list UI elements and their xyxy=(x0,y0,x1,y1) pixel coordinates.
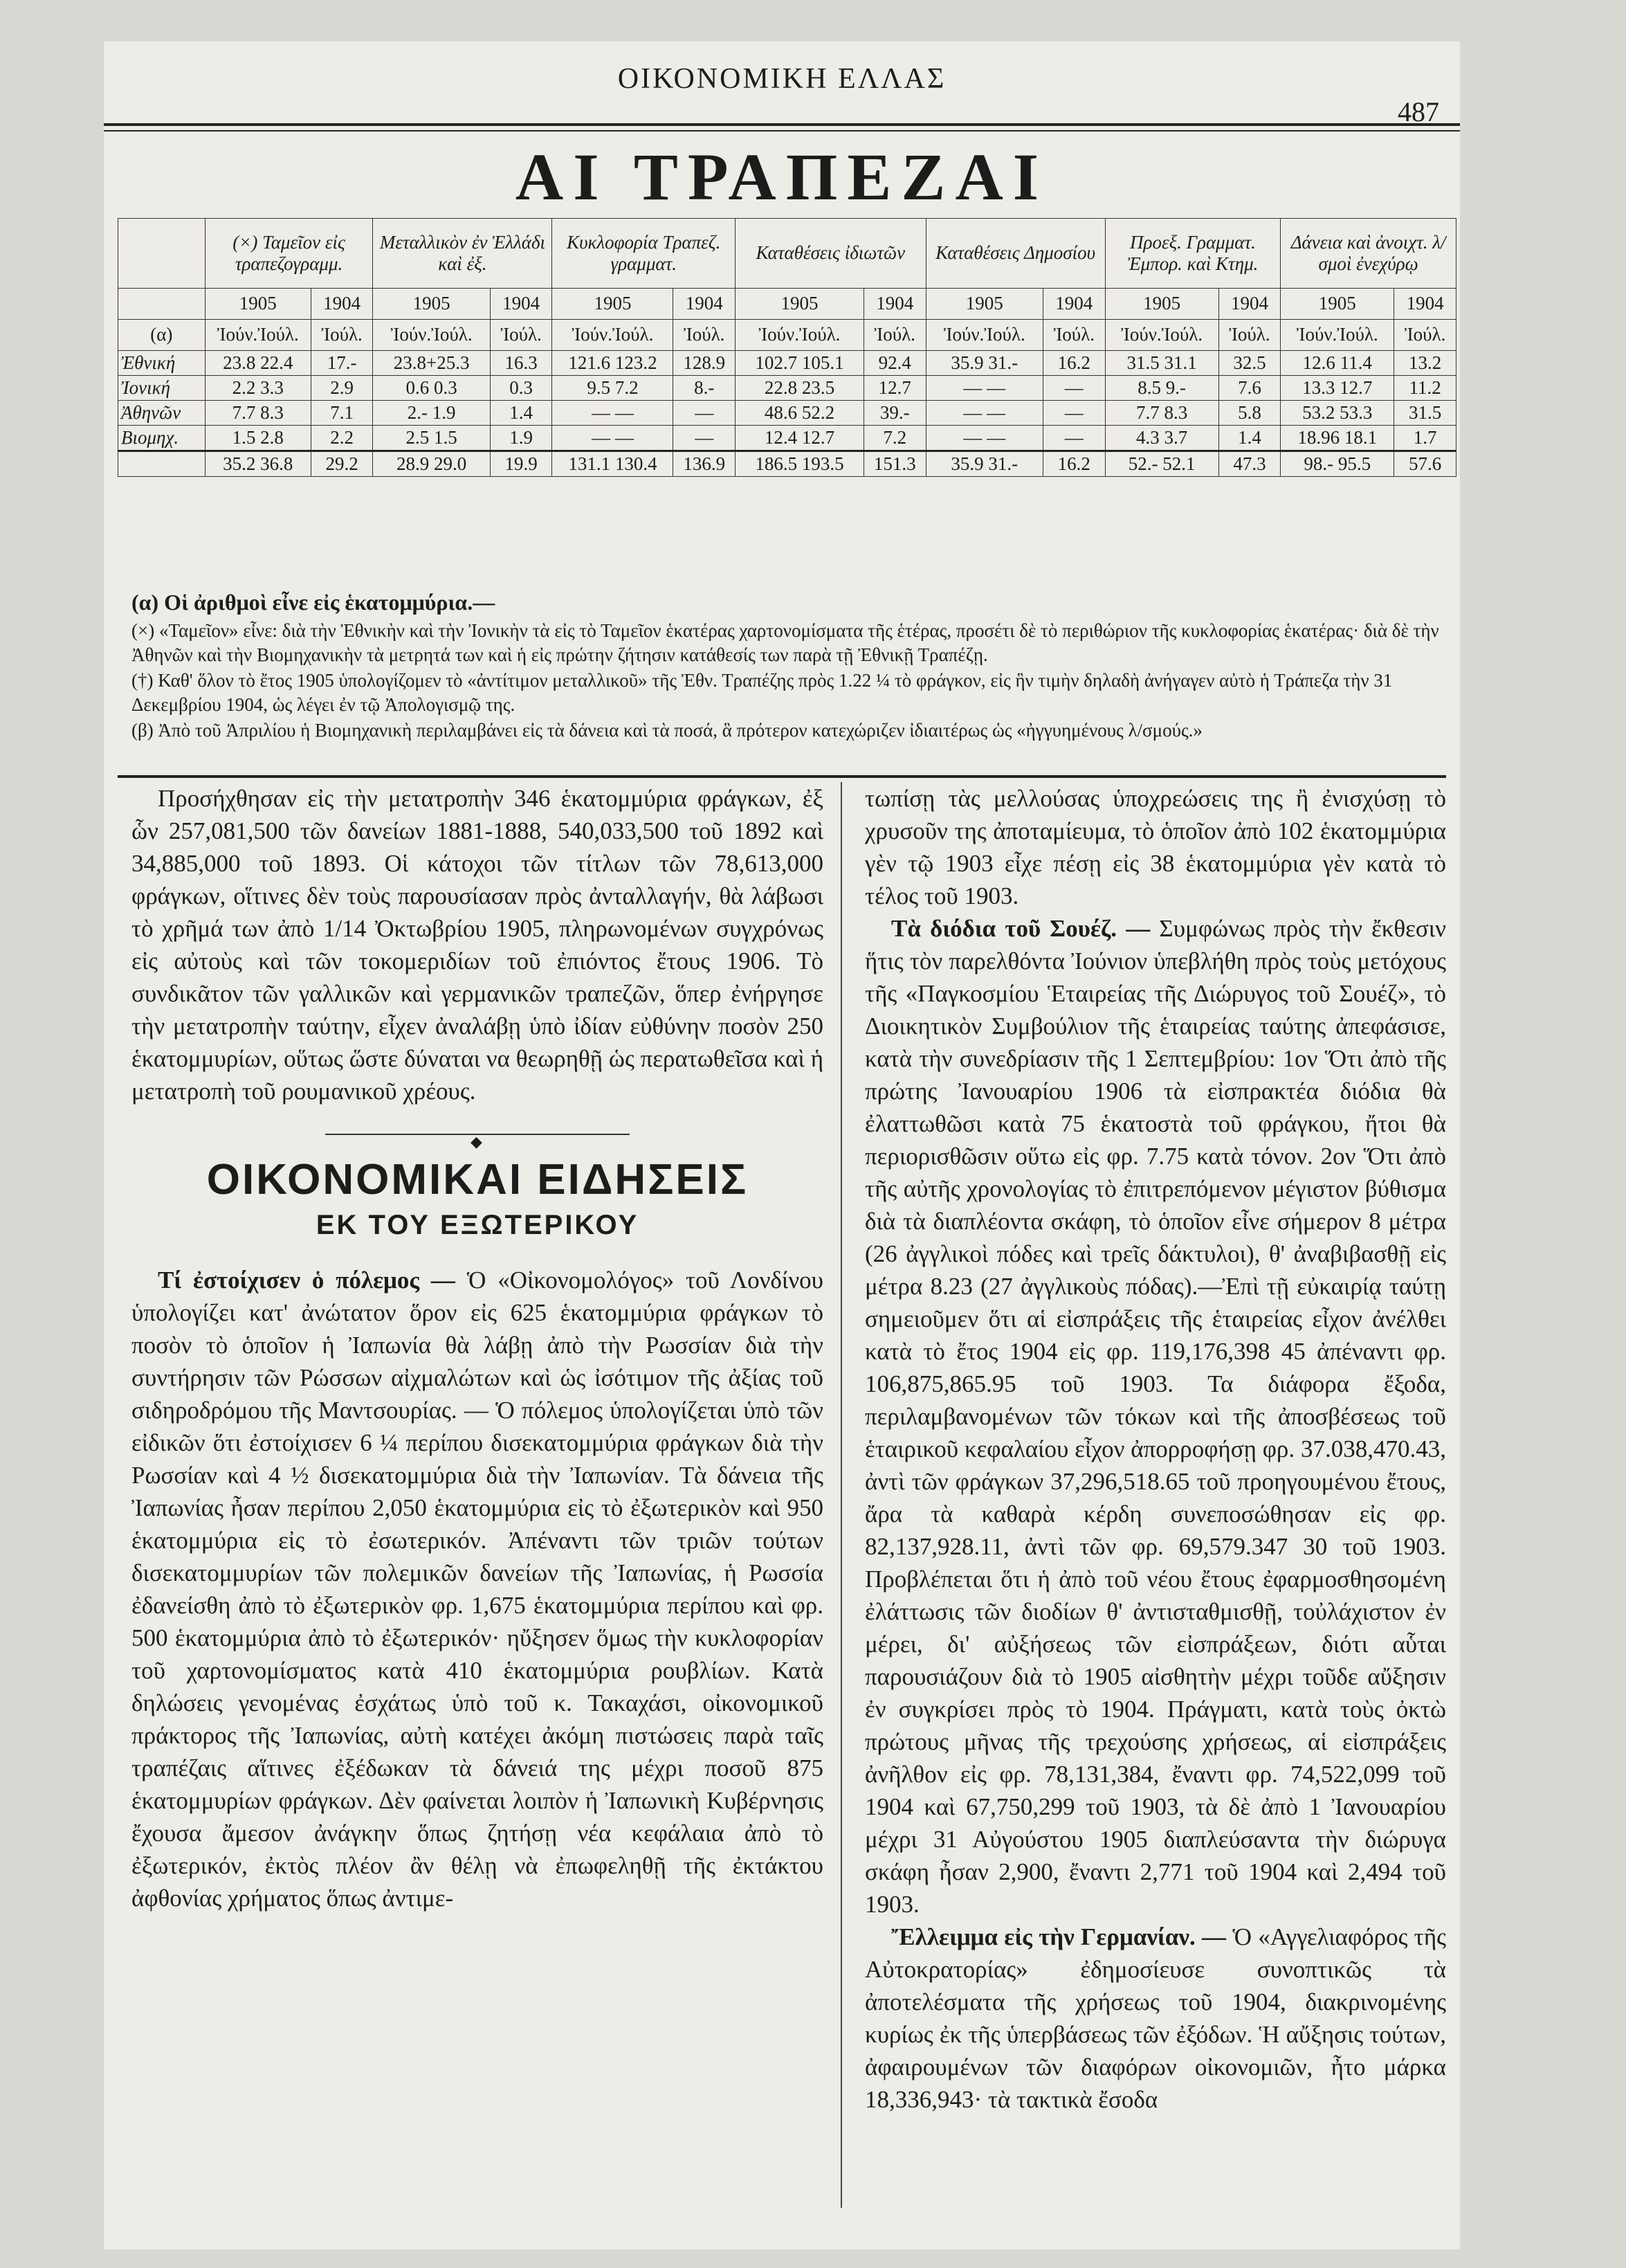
year-cell: 1904 xyxy=(864,289,926,320)
month-cell: Ἰούν.Ἰούλ. xyxy=(552,320,673,351)
table-cell: 0.6 0.3 xyxy=(373,376,490,401)
table-cell: 92.4 xyxy=(864,351,926,376)
year-cell: 1905 xyxy=(205,289,311,320)
total-cell: 52.- 52.1 xyxy=(1105,451,1218,477)
table-cell: 35.9 31.- xyxy=(926,351,1043,376)
bank-name: Ἰονική xyxy=(118,376,205,401)
article-body: Συμφώνως πρὸς τὴν ἔκθεσιν ἥτις τὸν παρελθόντα Ἰούνιον ὑπεβλήθη πρὸς τοὺς μετόχους τῆς «Παγκοσμίου Ἑταιρείας τῆς Διώρυγος τοῦ Σουέζ», τὸ Διοικητικὸν Συμβούλιον τῆς ἑταιρείας ταύτης ἀπεφάσισε, κατὰ τὴν συνεδρίασιν τῆς 1 Σεπτεμβρίου: 1ον Ὅτι ἀπὸ τῆς πρώτης Ἰανουαρίου 1906 τὰ εἰσπρακτέα διόδια θὰ ἐλαττωθῶσι κατὰ 75 ἑκατοστὰ τοῦ φράγκου, ἤτοι θὰ περιορισθῶσιν οὕτω εἰς φρ. 7.75 κατὰ τόνον. 2ον Ὅτι ἀπὸ τῆς αὐτῆς χρονολογίας τὸ ἐπιτρεπόμενον μέγιστον βύθισμα διὰ τὰ διαπλέοντα σκάφη, τὸ ὁποῖον εἶνε σήμερον 8 μέτρα (26 ἀγγλικοὶ πόδες καὶ τρεῖς δάκτυλοι), θ' ἀναβιβασθῇ εἰς μέτρα 8.23 (27 ἀγγλικοὺς πόδας).—Ἐπὶ τῇ εὐκαιρίᾳ ταύτῃ σημειοῦμεν ὅτι αἱ εἰσπράξεις τῆς ἑταιρείας εἶχον ἀνέλθει κατὰ τὸ ἔτος 1904 εἰς φρ. 119,176,398 45 ἀπέναντι φρ. 106,875,865.95 τοῦ 1903. Τα διάφορα ἔξοδα, περιλαμβανομένων τῶν τόκων καὶ τῆς ἀποσβέσεως τοῦ ἑταιρικοῦ κεφαλαίου εἶχον ἀπορροφήσῃ φρ. 37.038,470.43, ἀντὶ τῶν φράγκων 37,296,518.65 τοῦ προηγουμένου ἔτους, ἄρα τὰ καθαρὰ κέρδη συνεποσώθησαν εἰς φρ. 82,137,928.11, ἀντὶ τῶν φρ. 69,579.347 30 τοῦ 1903. Προβλέπεται ὅτι ἡ ἀπὸ τοῦ νέου ἔτους ἐφαρμοσθησομένη ἐλάττωσις τῶν διοδίων θ' ἀντισταθμισθῇ, τοὐλάχιστον ἐν μέρει, δι' αὐξήσεως τῶν εἰσπράξεων, διότι αὗται παρουσιάζουν διὰ τὸ 1905 αἰσθητὴν μέχρι τοῦδε αὔξησιν ἐν συγκρίσει πρὸς τὸ 1904. Πράγματι, κατὰ τοὺς ὀκτὼ πρώτους μῆνας τῆς τρεχούσης χρήσεως, αἱ εἰσπράξεις ἀνῆλθον εἰς φρ. 78,131,384, ἔναντι φρ. 74,522,099 τοῦ 1904 καὶ 67,750,299 τοῦ 1903, τὰ δὲ ἀπὸ 1 Ἰανουαρίου μέχρι 31 Αὐγούστου 1905 διαπλεύσαντα τὴν διώρυγα σκάφη ἦσαν 2,900, ἔναντι 2,771 τοῦ 1904 καὶ 2,494 τοῦ 1903. xyxy=(865,915,1446,1918)
table-cell: — xyxy=(1043,401,1105,426)
table-cell: 53.2 53.3 xyxy=(1281,401,1394,426)
corner-cell xyxy=(118,219,205,289)
total-cell: 29.2 xyxy=(311,451,373,477)
month-cell: Ἰούν.Ἰούλ. xyxy=(1281,320,1394,351)
total-cell: 35.2 36.8 xyxy=(205,451,311,477)
total-row xyxy=(118,451,1456,477)
year-cell: 1904 xyxy=(673,289,736,320)
journal-page xyxy=(104,42,1460,2249)
table-cell: 16.3 xyxy=(490,351,552,376)
table-cell: 5.8 xyxy=(1218,401,1281,426)
table-group-header xyxy=(118,219,1456,289)
table-cell: 39.- xyxy=(864,401,926,426)
table-cell: 7.2 xyxy=(864,426,926,451)
table-month-header xyxy=(118,320,1456,351)
bank-name: Ἀθηνῶν xyxy=(118,401,205,426)
table-cell: 2.- 1.9 xyxy=(373,401,490,426)
table-body xyxy=(118,351,1456,477)
total-label xyxy=(118,451,205,477)
running-title: ΟΙΚΟΝΟΜΙΚΗ ΕΛΛΑΣ xyxy=(617,63,947,95)
article-body: Ὁ «Αγγελιαφόρος τῆς Αὐτοκρατορίας» ἐδημοσίευσε συνοπτικῶς τὰ ἀποτελέσματα τῆς χρήσεως τοῦ 1904, διακρινομένης κυρίως ἐκ τῆς ὑπερβάσεως τῶν ἐξόδων. Ἡ αὔξησις τούτων, ἀφαιρουμένων τῶν διαφόρων οἰκονομιῶν, ἦτο μάρκα 18,336,943· τὰ τακτικὰ ἔσοδα xyxy=(865,1923,1446,2113)
month-cell: Ἰούλ. xyxy=(1043,320,1105,351)
month-cell: Ἰούλ. xyxy=(1394,320,1456,351)
column-group: Καταθέσεις Δημοσίου xyxy=(926,219,1105,289)
year-cell: 1904 xyxy=(1218,289,1281,320)
ornament-rule xyxy=(325,1133,630,1150)
article-head: Τὰ διόδια τοῦ Σουέζ. — xyxy=(891,915,1151,942)
corner-cell xyxy=(118,289,205,320)
year-cell: 1905 xyxy=(1281,289,1394,320)
table-cell: 1.7 xyxy=(1394,426,1456,451)
table-cell: 1.4 xyxy=(1218,426,1281,451)
table-cell: 102.7 105.1 xyxy=(736,351,864,376)
paragraph xyxy=(865,912,1446,1921)
column-group: Κυκλοφορία Τραπεζ. γραμματ. xyxy=(552,219,736,289)
month-cell: Ἰούν.Ἰούλ. xyxy=(736,320,864,351)
month-cell: Ἰούν.Ἰούλ. xyxy=(926,320,1043,351)
total-cell: 186.5 193.5 xyxy=(736,451,864,477)
table-year-header xyxy=(118,289,1456,320)
note-b: (β) Ἀπὸ τοῦ Ἀπριλίου ἡ Βιομηχανικὴ περιλαμβάνει εἰς τὰ δάνεια καὶ τὰ ποσά, ἃ πρότερον κατεχώριζεν ἰδιαιτέρως ὡς «ἠγγυημένους λ/σμούς.» xyxy=(131,719,1203,741)
column-group: Μεταλλικὸν ἐν Ἑλλάδι καὶ ἐξ. xyxy=(373,219,552,289)
total-cell: 16.2 xyxy=(1043,451,1105,477)
column-separator xyxy=(841,782,842,2208)
year-cell: 1905 xyxy=(373,289,490,320)
table-cell: 7.7 8.3 xyxy=(1105,401,1218,426)
year-cell: 1905 xyxy=(552,289,673,320)
table-cell: 7.6 xyxy=(1218,376,1281,401)
table-cell: 1.4 xyxy=(490,401,552,426)
table-cell: 12.6 11.4 xyxy=(1281,351,1394,376)
total-cell: 28.9 29.0 xyxy=(373,451,490,477)
year-cell: 1904 xyxy=(1394,289,1456,320)
table-cell: 12.7 xyxy=(864,376,926,401)
table-cell: 0.3 xyxy=(490,376,552,401)
year-cell: 1904 xyxy=(311,289,373,320)
table-cell: 1.5 2.8 xyxy=(205,426,311,451)
table-cell: — xyxy=(673,426,736,451)
table-cell: 31.5 31.1 xyxy=(1105,351,1218,376)
table-cell: 31.5 xyxy=(1394,401,1456,426)
table-cell: 48.6 52.2 xyxy=(736,401,864,426)
table-cell: — xyxy=(673,401,736,426)
table-cell: — — xyxy=(552,401,673,426)
month-cell: Ἰούν.Ἰούλ. xyxy=(1105,320,1218,351)
total-cell: 98.- 95.5 xyxy=(1281,451,1394,477)
month-cell: Ἰούλ. xyxy=(311,320,373,351)
table-cell: 23.8 22.4 xyxy=(205,351,311,376)
header-rule-thin xyxy=(104,130,1460,131)
table-notes xyxy=(131,588,1439,744)
table-cell: 7.7 8.3 xyxy=(205,401,311,426)
paragraph: τωπίσῃ τὰς μελλούσας ὑποχρεώσεις της ἢ ἐνισχύσῃ τὸ χρυσοῦν της ἀποταμίευμα, τὸ ὁποῖον ἀπὸ 102 ἑκατομμύρια γὲν τῷ 1903 εἶχε πέσῃ εἰς 38 ἑκατομμύρια γὲν κατὰ τὸ τέλος τοῦ 1903. xyxy=(865,785,1446,909)
table-cell: 16.2 xyxy=(1043,351,1105,376)
table-cell: 13.2 xyxy=(1394,351,1456,376)
note-treasury: (×) «Ταμεῖον» εἶνε: διὰ τὴν Ἐθνικὴν καὶ τὴν Ἰονικὴν τὰ εἰς τὸ Ταμεῖον ἑκατέρας χαρτονομίσματα τῆς ἑτέρας, προσέτι δὲ τὸ περιθώριον τῆς κυκλοφορίας ἑκατέρας· διὰ δὲ τὴν Ἀθηνῶν καὶ τὴν Βιομηχανικὴν τὰ μετρητά των καὶ ἡ εἰς πρώτην ζήτησιν κατάθεσίς των παρὰ τῇ Ἐθνικῇ Τραπέζῃ. xyxy=(131,619,1439,665)
column-group: (×) Ταμεῖον εἰς τραπεζογραμμ. xyxy=(205,219,373,289)
table-row xyxy=(118,426,1456,451)
year-cell: 1904 xyxy=(1043,289,1105,320)
table-cell: 17.- xyxy=(311,351,373,376)
total-cell: 47.3 xyxy=(1218,451,1281,477)
table-cell: 11.2 xyxy=(1394,376,1456,401)
table-cell: 2.2 xyxy=(311,426,373,451)
month-cell: Ἰούλ. xyxy=(864,320,926,351)
total-cell: 35.9 31.- xyxy=(926,451,1043,477)
year-cell: 1904 xyxy=(490,289,552,320)
notes-lead: (α) Οἱ ἀριθμοὶ εἶνε εἰς ἑκατομμύρια.— xyxy=(131,590,495,615)
paragraph: Προσήχθησαν εἰς τὴν μετατροπὴν 346 ἑκατομμύρια φράγκων, ἐξ ὧν 257,081,500 τῶν δανείων 1881-1888, 540,033,500 τοῦ 1892 καὶ 34,885,000 τοῦ 1893. Οἱ κάτοχοι τῶν τίτλων τῶν 78,613,000 φράγκων, οἵτινες δὲν τοὺς παρουσίασαν πρὸς ἀνταλλαγήν, θὰ λάβωσι τὸ χρῆμά των ἀπὸ 1/14 Ὀκτωβρίου 1905, πληρωνομένων συγχρόνως εἰς αὐτοὺς καὶ τῶν τοκομεριδίων τοῦ ἐπιόντος ἔτους 1906. Τὸ συνδικᾶτον τῶν γαλλικῶν καὶ γερμανικῶν τραπεζῶν, ὅπερ ἐνήργησε τὴν μετατροπὴν ταύτην, εἶχεν ἀναλάβῃ ὑπὸ ἰδίαν εὐθύνην ποσὸν 250 ἑκατομμυρίων, οὕτως ὥστε δύναται να θεωρηθῇ ὡς περατωθεῖσα καὶ ἡ μετατροπὴ τοῦ ρουμανικοῦ χρέους. xyxy=(131,785,823,1105)
table-cell: 12.4 12.7 xyxy=(736,426,864,451)
table-cell: — — xyxy=(552,426,673,451)
running-head xyxy=(104,55,1460,127)
table-cell: 9.5 7.2 xyxy=(552,376,673,401)
row-marker: (α) xyxy=(118,320,205,351)
table-cell: — xyxy=(1043,376,1105,401)
month-cell: Ἰούν.Ἰούλ. xyxy=(373,320,490,351)
table-cell: 22.8 23.5 xyxy=(736,376,864,401)
table-cell: — xyxy=(1043,426,1105,451)
total-cell: 19.9 xyxy=(490,451,552,477)
banks-title: ΑΙ ΤΡΑΠΕΖΑΙ xyxy=(515,140,1049,214)
table-row xyxy=(118,401,1456,426)
banks-table xyxy=(118,218,1456,477)
table-cell: 13.3 12.7 xyxy=(1281,376,1394,401)
diamond-ornament-icon: ◆ xyxy=(471,1133,482,1150)
column-group: Προεξ. Γραμματ. Ἐμπορ. καὶ Κτημ. xyxy=(1105,219,1281,289)
table-cell: 4.3 3.7 xyxy=(1105,426,1218,451)
table-cell: — — xyxy=(926,401,1043,426)
total-cell: 136.9 xyxy=(673,451,736,477)
total-cell: 131.1 130.4 xyxy=(552,451,673,477)
table-cell: 2.5 1.5 xyxy=(373,426,490,451)
section-title: ΟΙΚΟΝΟΜΙΚΑΙ ΕΙΔΗΣΕΙΣ xyxy=(206,1156,749,1204)
article-head: Τί ἐστοίχισεν ὁ πόλεμος — xyxy=(158,1267,455,1294)
month-cell: Ἰούν.Ἰούλ. xyxy=(205,320,311,351)
table-cell: 1.9 xyxy=(490,426,552,451)
table-cell: 8.5 9.- xyxy=(1105,376,1218,401)
table-row xyxy=(118,351,1456,376)
right-column xyxy=(865,782,1446,2116)
article-head: Ἔλλειμμα εἰς τὴν Γερμανίαν. — xyxy=(891,1923,1227,1950)
table-cell: 121.6 123.2 xyxy=(552,351,673,376)
bank-name: Ἐθνική xyxy=(118,351,205,376)
section-subtitle: ΕΚ ΤΟΥ ΕΞΩΤΕΡΙΚΟΥ xyxy=(316,1210,639,1240)
paragraph xyxy=(131,1264,823,1914)
table-cell: 8.- xyxy=(673,376,736,401)
column-group: Καταθέσεις ἰδιωτῶν xyxy=(736,219,926,289)
total-cell: 151.3 xyxy=(864,451,926,477)
note-dagger: (†) Καθ' ὅλον τὸ ἔτος 1905 ὑπολογίζομεν τὸ «ἀντίτιμον μεταλλικοῦ» τῆς Ἐθν. Τραπέζης πρὸς 1.22 ¼ τὸ φράγκον, εἰς ἣν τιμὴν δηλαδὴ ἀνήγαγεν αὐτὸ ἡ Τράπεζα τὴν 31 Δεκεμβρίου 1904, ὡς λέγει ἐν τῷ Ἀπολογισμῷ της. xyxy=(131,669,1393,715)
table-cell: 7.1 xyxy=(311,401,373,426)
section-rule xyxy=(118,775,1446,778)
table-cell: 18.96 18.1 xyxy=(1281,426,1394,451)
table-cell: 128.9 xyxy=(673,351,736,376)
table-cell: — — xyxy=(926,426,1043,451)
total-cell: 57.6 xyxy=(1394,451,1456,477)
article-body: Ὁ «Οἰκονομολόγος» τοῦ Λονδίνου ὑπολογίζει κατ' ἀνώτατον ὅρον εἰς 625 ἑκατομμύρια φράγκων τὸ ποσὸν τὸ ὁποῖον ἡ Ἰαπωνία θὰ λάβῃ ἀπὸ τὴν Ρωσσίαν διὰ τὴν συντήρησιν τῶν Ρώσσων αἰχμαλώτων καὶ ὡς ἰσότιμον τῆς ἀξίας τοῦ σιδηροδρόμου τῆς Μαντσουρίας. — Ὁ πόλεμος ὑπολογίζεται ὑπὸ τῶν εἰδικῶν ὅτι ἐστοίχισεν 6 ¼ περίπου δισεκατομμύρια φράγκων διὰ τὴν Ρωσσίαν καὶ 4 ½ δισεκατομμύρια διὰ τὴν Ἰαπωνίαν. Τὰ δάνεια τῆς Ἰαπωνίας ἦσαν περίπου 2,050 ἑκατομμύρια εἰς τὸ ἐξωτερικὸν καὶ 950 ἑκατομμύρια εἰς τὸ ἐσωτερικόν. Ἀπέναντι τῶν τριῶν τούτων δισεκατομμυρίων τῶν πολεμικῶν δανείων τῆς Ἰαπωνίας, ἡ Ρωσσία ἐδανείσθη ἀπὸ τὸ ἐξωτερικὸν φρ. 1,675 ἑκατομμύρια περίπου καὶ φρ. 500 ἑκατομμύρια ἀπὸ τὸ ἐξωτερικόν· ηὔξησεν ὅμως τὴν κυκλοφορίαν τοῦ χαρτονομίσματος κατὰ 410 ἑκατομμύρια ρουβλίων. Κατὰ δηλώσεις γενομένας ἐσχάτως ὑπὸ τοῦ κ. Τακαχάσι, οἰκονομικοῦ πράκτορος τῆς Ἰαπωνίας, αὐτὴ κατέχει ἀκόμη πιστώσεις παρὰ ταῖς τραπέζαις αἵτινες ἐξέδωκαν τὰ δάνειά της μέχρι ποσοῦ 875 ἑκατομμυρίων φράγκων. Δὲν φαίνεται λοιπὸν ἡ Ἰαπωνικὴ Κυβέρνησις ἔχουσα ἄμεσον ἀνάγκην ὅπως ζητήσῃ νέα κεφάλαια ἀπὸ τὸ ἐξωτερικόν, ἐκτὸς πλέον ἂν θέλῃ νὰ ἐπωφεληθῇ τῆς ἐκτάκτου ἀφθονίας χρήματος ὅπως ἀντιμε- xyxy=(131,1267,823,1912)
month-cell: Ἰούλ. xyxy=(490,320,552,351)
page-number: 487 xyxy=(1398,96,1439,127)
month-cell: Ἰούλ. xyxy=(673,320,736,351)
paragraph xyxy=(865,1921,1446,2116)
table-cell: — — xyxy=(926,376,1043,401)
year-cell: 1905 xyxy=(736,289,864,320)
column-group: Δάνεια καὶ ἀνοιχτ. λ/σμοὶ ἐνεχύρῳ xyxy=(1281,219,1456,289)
table-cell: 23.8+25.3 xyxy=(373,351,490,376)
bank-name: Βιομηχ. xyxy=(118,426,205,451)
month-cell: Ἰούλ. xyxy=(1218,320,1281,351)
year-cell: 1905 xyxy=(926,289,1043,320)
left-column xyxy=(131,782,823,1914)
year-cell: 1905 xyxy=(1105,289,1218,320)
table-cell: 32.5 xyxy=(1218,351,1281,376)
table-cell: 2.2 3.3 xyxy=(205,376,311,401)
table-cell: 2.9 xyxy=(311,376,373,401)
header-rule xyxy=(104,123,1460,126)
table-row xyxy=(118,376,1456,401)
